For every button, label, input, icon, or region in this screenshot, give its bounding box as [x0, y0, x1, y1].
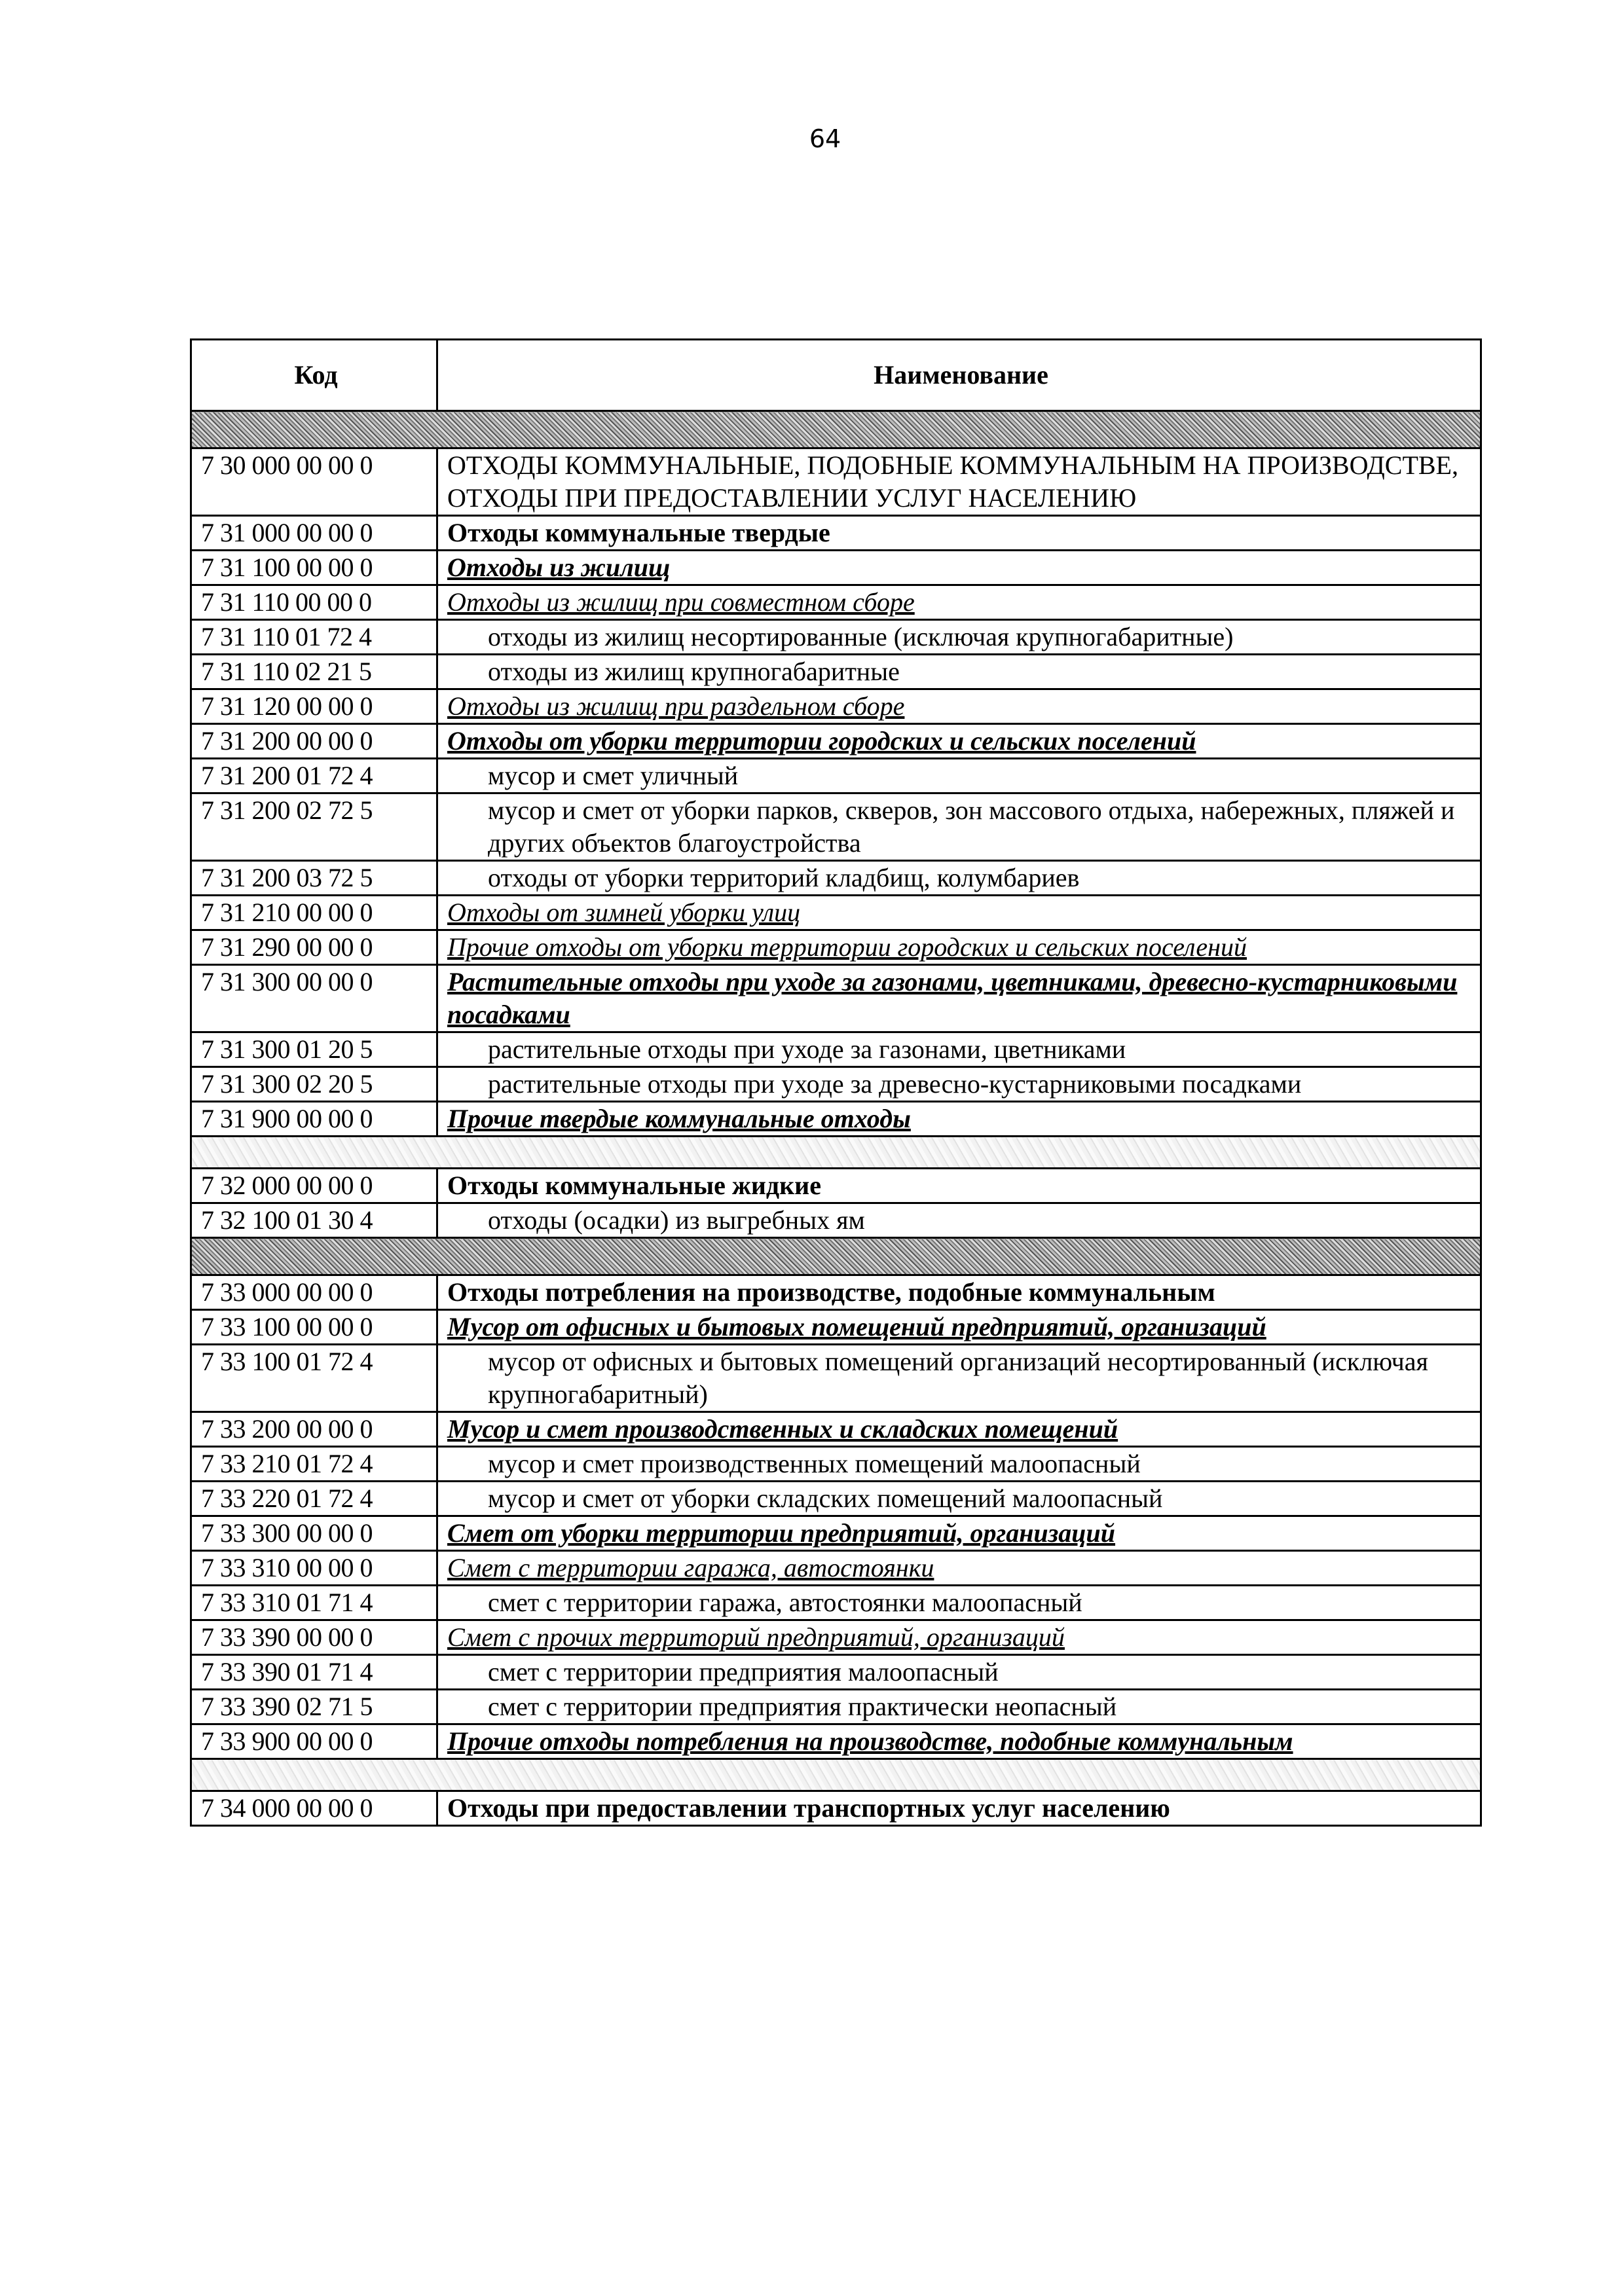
waste-name-cell: Смет с территории гаража, автостоянки [437, 1551, 1481, 1586]
waste-name-cell: ОТХОДЫ КОММУНАЛЬНЫЕ, ПОДОБНЫЕ КОММУНАЛЬНЫМ НА ПРОИЗВОДСТВЕ, ОТХОДЫ ПРИ ПРЕДОСТАВЛЕНИИ УСЛУГ НАСЕЛЕНИЮ [437, 448, 1481, 516]
table-row [191, 1516, 1481, 1551]
waste-name-cell: Прочие твердые коммунальные отходы [437, 1102, 1481, 1137]
waste-name-cell: Отходы коммунальные жидкие [437, 1169, 1481, 1203]
waste-name-cell: Отходы потребления на производстве, подобные коммунальным [437, 1275, 1481, 1310]
table-row [191, 1447, 1481, 1482]
waste-name-cell: Смет с прочих территорий предприятий, организаций [437, 1620, 1481, 1655]
table-row [191, 861, 1481, 896]
waste-code-cell: 7 31 300 00 00 0 [191, 965, 437, 1032]
waste-code-cell: 7 33 900 00 00 0 [191, 1724, 437, 1759]
name-column-header: Наименование [437, 340, 1481, 411]
table-row [191, 1482, 1481, 1516]
waste-code-cell: 7 31 110 02 21 5 [191, 655, 437, 689]
waste-code-cell: 7 31 100 00 00 0 [191, 551, 437, 585]
table-row [191, 1067, 1481, 1102]
waste-code-cell: 7 33 200 00 00 0 [191, 1412, 437, 1447]
waste-code-cell: 7 31 900 00 00 0 [191, 1102, 437, 1137]
waste-code-cell: 7 33 390 02 71 5 [191, 1690, 437, 1724]
waste-code-cell: 7 31 300 01 20 5 [191, 1032, 437, 1067]
waste-code-cell: 7 31 290 00 00 0 [191, 930, 437, 965]
waste-name-cell: Смет от уборки территории предприятий, организаций [437, 1516, 1481, 1551]
table-body [191, 411, 1481, 1826]
waste-classification-table [190, 338, 1482, 1827]
table-row [191, 1724, 1481, 1759]
table-row [191, 759, 1481, 793]
section-separator [191, 1238, 1481, 1275]
table-row [191, 965, 1481, 1032]
waste-name-cell: отходы из жилищ крупногабаритные [437, 655, 1481, 689]
table-row [191, 1690, 1481, 1724]
waste-name-cell: растительные отходы при уходе за древесно-кустарниковыми посадками [437, 1067, 1481, 1102]
table-row [191, 1310, 1481, 1345]
table-row [191, 896, 1481, 930]
section-separator-row [191, 1137, 1481, 1169]
waste-name-cell: Прочие отходы от уборки территории городских и сельских поселений [437, 930, 1481, 965]
code-column-header: Код [191, 340, 437, 411]
waste-name-cell: Отходы коммунальные твердые [437, 516, 1481, 551]
section-separator [191, 411, 1481, 448]
waste-code-cell: 7 31 200 01 72 4 [191, 759, 437, 793]
waste-name-cell: Отходы из жилищ при раздельном сборе [437, 689, 1481, 724]
table-row [191, 1203, 1481, 1238]
table-row [191, 1102, 1481, 1137]
waste-name-cell: отходы от уборки территорий кладбищ, колумбариев [437, 861, 1481, 896]
table-row [191, 551, 1481, 585]
table-row [191, 1345, 1481, 1412]
waste-name-cell: Отходы при предоставлении транспортных услуг населению [437, 1791, 1481, 1826]
section-separator-row [191, 411, 1481, 448]
waste-name-cell: мусор и смет от уборки парков, скверов, зон массового отдыха, набережных, пляжей и других объектов благоустройства [437, 793, 1481, 861]
waste-code-cell: 7 31 200 03 72 5 [191, 861, 437, 896]
table-row [191, 689, 1481, 724]
waste-name-cell: мусор от офисных и бытовых помещений организаций несортированный (исключая крупногабаритный) [437, 1345, 1481, 1412]
waste-code-cell: 7 31 000 00 00 0 [191, 516, 437, 551]
waste-code-cell: 7 33 300 00 00 0 [191, 1516, 437, 1551]
waste-name-cell: Прочие отходы потребления на производстве, подобные коммунальным [437, 1724, 1481, 1759]
waste-name-cell: растительные отходы при уходе за газонами, цветниками [437, 1032, 1481, 1067]
section-separator [191, 1759, 1481, 1791]
waste-name-cell: мусор и смет производственных помещений малоопасный [437, 1447, 1481, 1482]
table-row [191, 585, 1481, 620]
waste-name-cell: Отходы из жилищ при совместном сборе [437, 585, 1481, 620]
table-row [191, 1586, 1481, 1620]
table-row [191, 1791, 1481, 1826]
waste-code-cell: 7 33 000 00 00 0 [191, 1275, 437, 1310]
waste-name-cell: отходы из жилищ несортированные (исключая крупногабаритные) [437, 620, 1481, 655]
waste-code-cell: 7 33 390 01 71 4 [191, 1655, 437, 1690]
table-row [191, 516, 1481, 551]
waste-code-cell: 7 31 210 00 00 0 [191, 896, 437, 930]
table-row [191, 1032, 1481, 1067]
section-separator-row [191, 1759, 1481, 1791]
table-row [191, 1412, 1481, 1447]
table-row [191, 1169, 1481, 1203]
waste-code-cell: 7 31 300 02 20 5 [191, 1067, 437, 1102]
table-row [191, 448, 1481, 516]
waste-code-cell: 7 31 110 01 72 4 [191, 620, 437, 655]
waste-code-cell: 7 32 100 01 30 4 [191, 1203, 437, 1238]
table-row [191, 1655, 1481, 1690]
section-separator-row [191, 1238, 1481, 1275]
table-row [191, 724, 1481, 759]
waste-code-cell: 7 33 310 01 71 4 [191, 1586, 437, 1620]
table-row [191, 930, 1481, 965]
waste-code-cell: 7 33 390 00 00 0 [191, 1620, 437, 1655]
waste-code-cell: 7 31 110 00 00 0 [191, 585, 437, 620]
table-header-row [191, 340, 1481, 411]
waste-name-cell: смет с территории предприятия малоопасный [437, 1655, 1481, 1690]
waste-code-cell: 7 33 210 01 72 4 [191, 1447, 437, 1482]
page-number: 64 [809, 124, 841, 153]
waste-name-cell: Мусор и смет производственных и складских помещений [437, 1412, 1481, 1447]
waste-name-cell: Отходы от уборки территории городских и сельских поселений [437, 724, 1481, 759]
table-row [191, 1620, 1481, 1655]
waste-code-cell: 7 31 200 02 72 5 [191, 793, 437, 861]
waste-code-cell: 7 34 000 00 00 0 [191, 1791, 437, 1826]
waste-name-cell: Растительные отходы при уходе за газонами, цветниками, древесно-кустарниковыми посадками [437, 965, 1481, 1032]
table-row [191, 793, 1481, 861]
waste-code-cell: 7 33 220 01 72 4 [191, 1482, 437, 1516]
waste-code-cell: 7 31 200 00 00 0 [191, 724, 437, 759]
waste-name-cell: мусор и смет уличный [437, 759, 1481, 793]
waste-code-cell: 7 31 120 00 00 0 [191, 689, 437, 724]
waste-code-cell: 7 33 100 01 72 4 [191, 1345, 437, 1412]
waste-name-cell: мусор и смет от уборки складских помещений малоопасный [437, 1482, 1481, 1516]
table-row [191, 1275, 1481, 1310]
table-row [191, 620, 1481, 655]
table-row [191, 1551, 1481, 1586]
waste-code-cell: 7 33 100 00 00 0 [191, 1310, 437, 1345]
table-row [191, 655, 1481, 689]
section-separator [191, 1137, 1481, 1169]
waste-name-cell: отходы (осадки) из выгребных ям [437, 1203, 1481, 1238]
waste-name-cell: Мусор от офисных и бытовых помещений предприятий, организаций [437, 1310, 1481, 1345]
waste-code-cell: 7 33 310 00 00 0 [191, 1551, 437, 1586]
waste-name-cell: смет с территории предприятия практически неопасный [437, 1690, 1481, 1724]
waste-name-cell: Отходы от зимней уборки улиц [437, 896, 1481, 930]
waste-code-cell: 7 30 000 00 00 0 [191, 448, 437, 516]
waste-name-cell: Отходы из жилищ [437, 551, 1481, 585]
waste-name-cell: смет с территории гаража, автостоянки малоопасный [437, 1586, 1481, 1620]
waste-code-cell: 7 32 000 00 00 0 [191, 1169, 437, 1203]
